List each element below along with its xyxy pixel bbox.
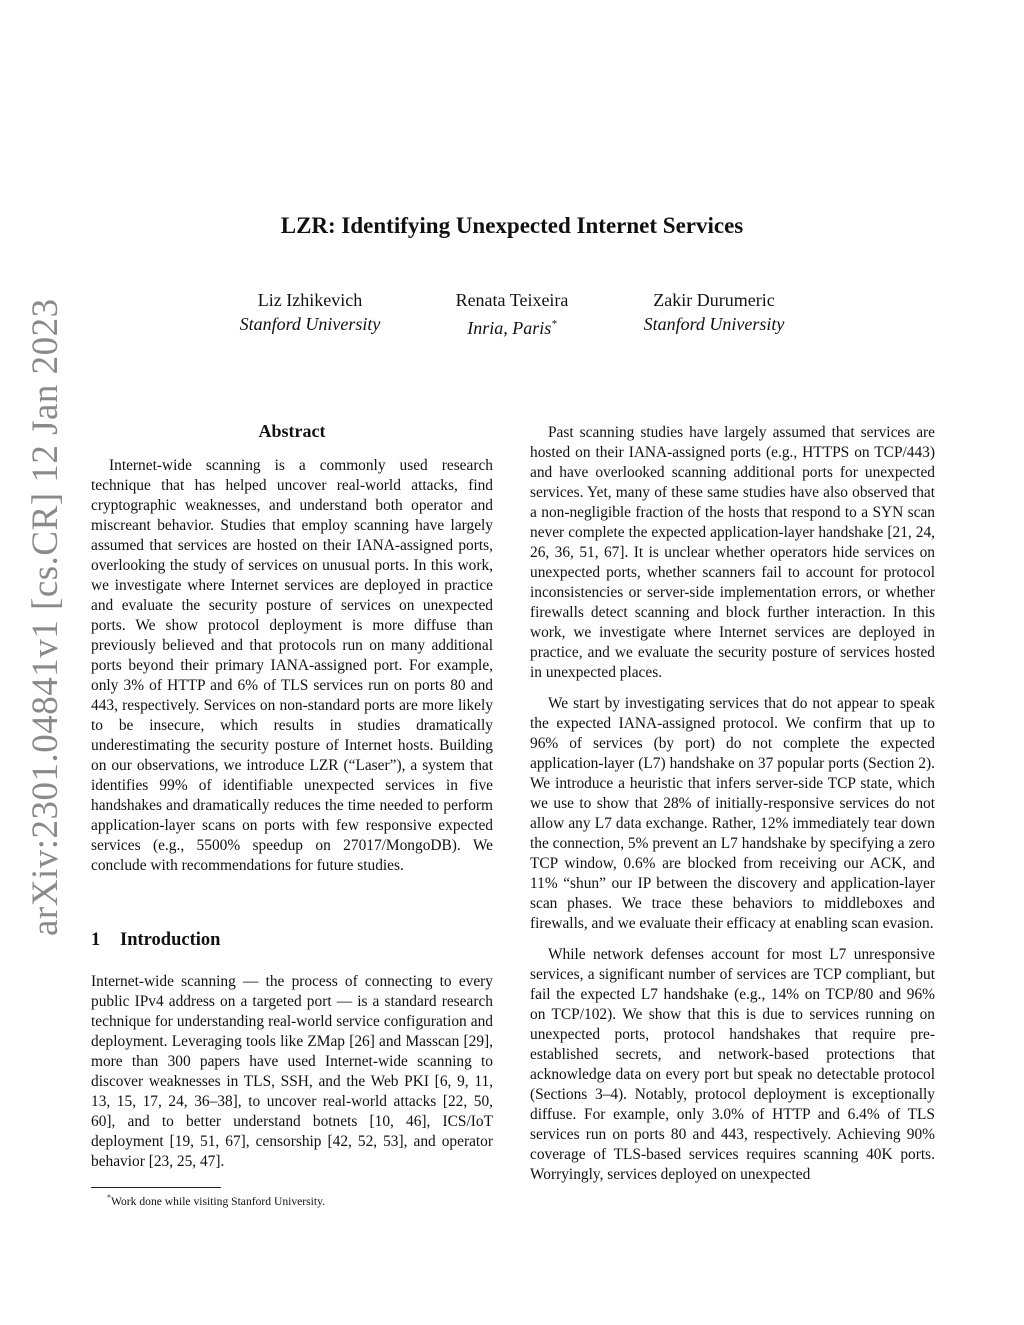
author-affiliation: Stanford University (239, 314, 381, 334)
footnote-rule (91, 1187, 221, 1188)
author-affiliation: Inria, Paris* (467, 318, 557, 338)
author-name: Renata Teixeira (455, 290, 569, 310)
paper-title: LZR: Identifying Unexpected Internet Services (280, 213, 744, 238)
footnote (107, 1193, 325, 1208)
abstract-body (91, 456, 493, 876)
abstract-paragraph: Internet-wide scanning is a commonly used research technique that has helped uncover real-world attacks, find cryptographic weaknesses, and understand both operator and miscreant behavior. Studies that employ scanning have largely assumed that services are hosted on their IANA-assigned ports, overlooking the study of services on unusual ports. In this work, we investigate where Internet services are deployed in practice and evaluate the security posture of services on unexpected ports. We show protocol deployment is more diffuse than previously believed and that protocols run on many additional ports beyond their primary IANA-assigned port. For example, only 3% of HTTP and 6% of TLS services run on ports 80 and 443, respectively. Services on non-standard ports are more likely to be insecure, which results in studies dramatically underestimating the security posture of Internet hosts. Building on our observations, we introduce LZR (“Laser”), a system that identifies 99% of identifiable unexpected services in five handshakes and dramatically reduces the time needed to perform application-layer scans on ports with few responsive expected services (e.g., 5500% speedup on 27017/MongoDB). We conclude with recommendations for future studies. (91, 457, 493, 874)
body-paragraph: While network defenses account for most L7 unresponsive services, a significant number of services are TCP compliant, but fail the expected L7 handshake (e.g., 14% on TCP/80 and 96% on TCP/102). We show that this is due to services running on unexpected ports, protocol handshakes that require pre-established secrets, and network-based protections that acknowledge data on every port but speak no detectable protocol (Sections 3–4). Notably, protocol deployment is exceptionally diffuse. For example, only 3.0% of HTTP and 6.4% of TLS services run on ports 80 and 443, respectively. Achieving 90% coverage of TLS-based services requires scanning 40K ports. Worryingly, services deployed on unexpected (530, 946, 935, 1183)
author-name: Zakir Durumeric (653, 290, 775, 310)
body-paragraph: Internet-wide scanning — the process of connecting to every public IPv4 address on a targeted port — is a standard research technique for understanding real-world service configuration and deployment. Leveraging tools like ZMap [26] and Masscan [29], more than 300 papers have used Internet-wide scanning to discover weaknesses in TLS, SSH, and the Web PKI [6, 9, 11, 13, 15, 17, 24, 36–38], to uncover real-world attacks [22, 50, 60], and to better understand botnets [10, 46], ICS/IoT deployment [19, 51, 67], censorship [42, 52, 53], and operator behavior [23, 25, 47]. (91, 973, 493, 1170)
author-name: Liz Izhikevich (257, 290, 363, 310)
author-block (215, 288, 405, 336)
right-column (530, 423, 935, 1185)
arxiv-identifier: arXiv:2301.04841v1 [cs.CR] 12 Jan 2023 (25, 298, 66, 936)
body-paragraph: Past scanning studies have largely assumed that services are hosted on their IANA-assigned ports (e.g., HTTPS on TCP/443) and have overlooked scanning additional ports for unexpected services. Yet, many of these same studies have also observed that a non-negligible fraction of the hosts that respond to a SYN scan never complete the expected application-layer handshake [21, 24, 26, 36, 51, 67]. It is unclear whether operators hide services on unexpected ports, whether scanners fail to account for protocol inconsistencies or server-side implementation errors, or whether firewalls detect scanning and block further interaction. In this work, we investigate where Internet services are deployed in practice, and we evaluate the security posture of services hosted in unexpected places. (530, 424, 935, 681)
section-number: 1 (91, 930, 101, 950)
author-block (417, 288, 607, 340)
footnote-marker: * (551, 318, 557, 330)
author-block (619, 288, 809, 336)
footnote-marker: * (107, 1193, 111, 1202)
abstract-heading: Abstract (258, 421, 326, 441)
body-paragraph: We start by investigating services that do not appear to speak the expected IANA-assigned protocol. We confirm that up to 96% of services (by port) do not complete the expected application-layer (L7) handshake on 37 popular ports (Section 2). We introduce a heuristic that infers server-side TCP state, which we use to show that 28% of initially-responsive services do not allow any L7 data exchange. Rather, 12% immediately tear down the connection, 5% prevent an L7 handshake by specifying a zero TCP window, 0.6% are blocked from receiving our ACK, and 11% “shun” our IP between the discovery and application-layer scan phases. We trace these behaviors to middleboxes and firewalls, and we evaluate their efficacy at enabling scan evasion. (530, 695, 935, 932)
section-title: Introduction (120, 930, 221, 950)
footnote-text: Work done while visiting Stanford University. (111, 1194, 326, 1208)
section-heading-introduction (91, 930, 220, 951)
author-affiliation: Stanford University (643, 314, 785, 334)
introduction-body (91, 972, 493, 1172)
